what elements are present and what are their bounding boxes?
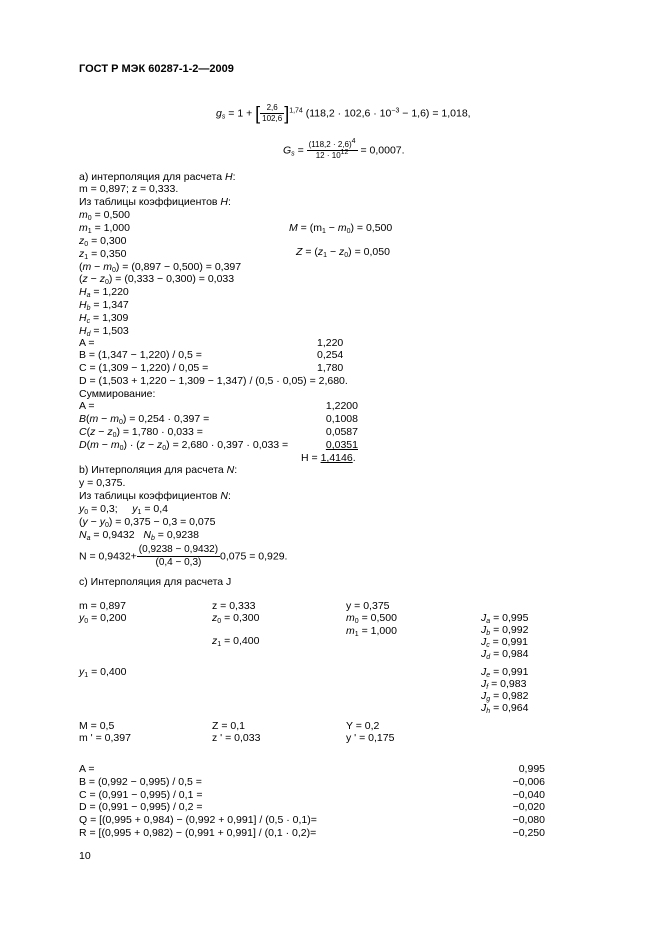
value-Hb: $H_b = 1,347$ [79,299,129,312]
c-y0: $y_0 = 0,200$ [79,612,127,625]
sum-D-value: 0,0351 [325,439,358,451]
c-m1: $m_1 = 1,000$ [346,625,397,638]
c-Je: $J_e = 0,991$ [481,666,529,679]
value-m-m0: $(m - m_0) = (0,897 - 0,500) = 0,397$ [79,261,242,274]
sum-A-label: A = [79,400,95,412]
value-Z: $Z = (z_1 - z_0) = 0,050$ [296,246,390,259]
value-y0-y1: $y_0 = 0,3$; $y_1 = 0,4$ [79,503,168,516]
c-mp: m ' = 0,397 [79,732,131,744]
c-Z: Z = 0,1 [212,720,245,732]
section-a-title: а) интерполяция для расчета H: [79,171,236,183]
row-Q-label: Q = [(0,995 + 0,984) − (0,992 + 0,991] / (0,5 · 0,1)= [79,814,317,826]
sum-C-value: 0,0587 [325,426,358,438]
section-b-y: y = 0,375. [79,477,126,489]
row-D-label: D = (0,991 − 0,995) / 0,2 = [79,801,203,813]
coef-A-value: 1,220 [317,337,344,349]
coef-B-label: B = (1,347 − 1,220) / 0,5 = [79,349,202,361]
sum-B-label: $B(m - m_0) = 0,254 \cdot 0,397$ = [79,413,210,426]
value-Ha: $H_a = 1,220$ [79,286,129,299]
document-header: ГОСТ Р МЭК 60287-1-2—2009 [79,63,234,75]
c-Y: Y = 0,2 [346,720,380,732]
formula-N: N = 0,9432+ $\frac{(0,9238 - 0,9432)}{(0,4 - 0,3)}$ 0,075 = 0,929. [79,544,288,568]
c-z: z = 0,333 [212,600,256,612]
value-z-z0: $(z - z_0) = (0,333 - 0,300) = 0,033$ [79,273,235,286]
section-c-title: c) Интерполяция для расчета J [79,576,232,588]
c-M: M = 0,5 [79,720,115,732]
c-y: y = 0,375 [346,600,390,612]
value-Na-Nb: $N_a = 0,9432$ $N_b = 0,9238$ [79,529,199,542]
H-result: H = 1,4146. [301,452,356,464]
page-number: 10 [79,850,91,862]
row-D-value: −0,020 [512,801,545,813]
c-Jg: $J_g = 0,982$ [481,690,529,703]
value-m1: $m_1 = 1,000$ [79,222,130,235]
row-B-value: −0,006 [512,776,545,788]
c-yp: y ' = 0,175 [346,732,395,744]
row-Q-value: −0,080 [512,814,545,826]
c-Jd: $J_d = 0,984$ [481,648,529,661]
value-z0: $z_0 = 0,300$ [79,235,127,248]
c-Jb: $J_b = 0,992$ [481,624,529,637]
row-A-value: 0,995 [518,763,545,775]
coef-B-value: 0,254 [317,349,344,361]
row-C-value: −0,040 [512,789,545,801]
value-Hd: $H_d = 1,503$ [79,325,129,338]
section-a-mz: m = 0,897; z = 0,333. [79,183,179,195]
row-B-label: B = (0,992 − 0,995) / 0,5 = [79,776,202,788]
c-Ja: $J_a = 0,995$ [481,612,529,625]
coef-D-line: D = (1,503 + 1,220 − 1,309 − 1,347) / (0,5 · 0,05) = 2,680. [79,375,348,387]
formula-gs: $g_s = 1$ + [ $\frac{2,6}{102,6}$ ]$^{1,74}$ $(118,2 \cdot 102,6 \cdot 10^{-3} - 1,6) = 1,018$, [216,103,471,124]
c-zp: z ' = 0,033 [212,732,261,744]
value-Hc: $H_c = 1,309$ [79,312,129,325]
sum-D-label: $D(m - m_0) \cdot (z - z_0) = 2,680 \cdot 0,397 \cdot 0,033$ = [79,439,289,452]
row-C-label: C = (0,991 − 0,995) / 0,1 = [79,789,203,801]
row-A-label: A = [79,763,95,775]
row-R-label: R = [(0,995 + 0,982) − (0,991 + 0,991] / (0,1 · 0,2)= [79,827,317,839]
section-a-table-title: Из таблицы коэффициентов H: [79,196,231,208]
value-y-y0: $(y - y_0) = 0,375 - 0,3 = 0,075$ [79,516,216,529]
row-R-value: −0,250 [512,827,545,839]
section-b-title: b) Интерполяция для расчета N: [79,464,238,476]
sum-A-value: 1,2200 [325,400,358,412]
summation-title: Суммирование: [79,388,156,400]
sum-C-label: $C(z - z_0) = 1,780 \cdot 0,033$ = [79,426,203,439]
value-m0: $m_0 = 0,500$ [79,209,130,222]
formula-Gs: $G_s$ = $\frac{(118,2 \cdot 2,6)^4}{12 \cdot 10^{12}}$ = 0,0007. [283,138,405,160]
c-m: m = 0,897 [79,600,126,612]
c-Jh: $J_h = 0,964$ [481,702,529,715]
coef-C-label: C = (1,309 − 1,220) / 0,05 = [79,362,209,374]
c-Jc: $J_c = 0,991$ [481,636,528,649]
c-y1: $y_1 = 0,400$ [79,666,127,679]
c-z1: $z_1 = 0,400$ [212,635,260,648]
c-z0: $z_0 = 0,300$ [212,612,260,625]
value-M: $M = (m_1 - m_0) = 0,500$ [289,222,393,235]
c-m0: $m_0 = 0,500$ [346,612,397,625]
value-z1: $z_1 = 0,350$ [79,248,127,261]
c-Jf: $J_f = 0,983$ [481,678,527,691]
coef-A-label: A = [79,337,95,349]
sum-B-value: 0,1008 [325,413,358,425]
section-b-table-title: Из таблицы коэффициентов N: [79,490,231,502]
coef-C-value: 1,780 [317,362,344,374]
